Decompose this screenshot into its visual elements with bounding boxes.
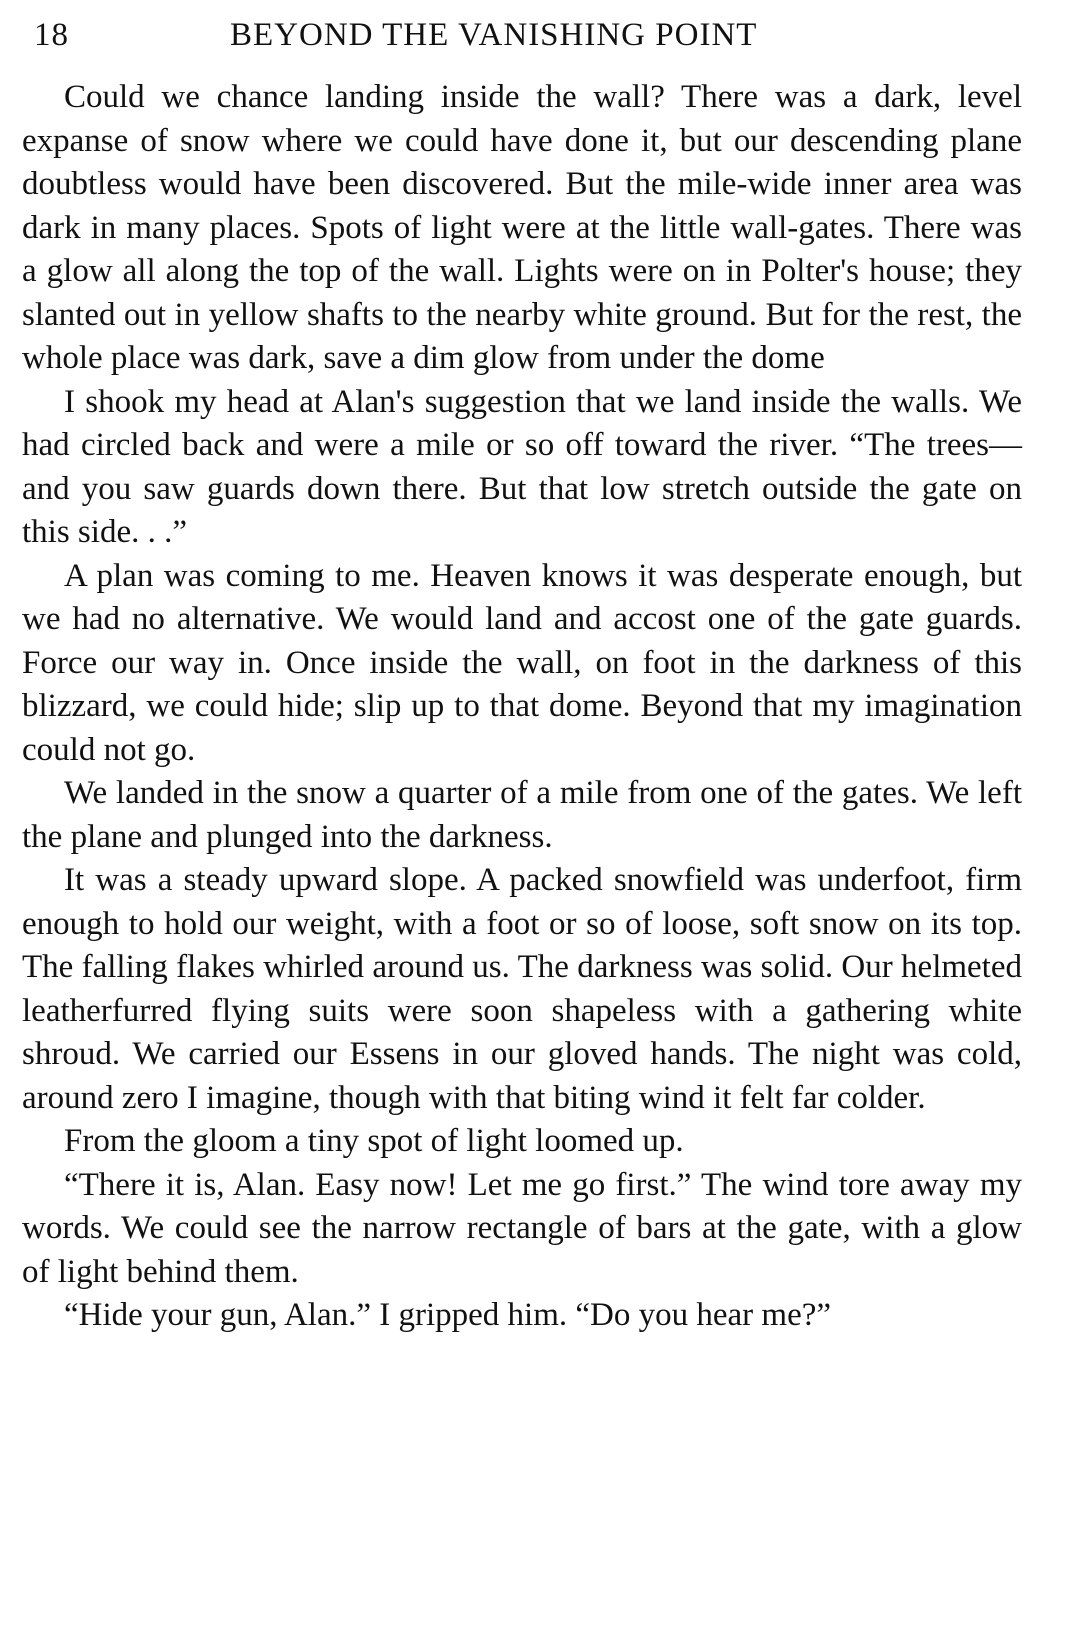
paragraph-there-it-is: “There it is, Alan. Easy now! Let me go first.” The wind tore away my words. We could see the narrow rectangle of bars at the gate, with a glow of light behind them. [22,1166,1022,1290]
page-number: 18 [34,17,69,53]
paragraph-landed: We landed in the snow a quarter of a mile from one of the gates. We left the plane and plunged into the darkness. [22,775,1022,855]
paragraph-plan: A plan was coming to me. Heaven knows it was desperate enough, but we had no alternative. We would land and accost one of the gate guards. Force our way in. Once inside the wall, on foot in the darkness of this blizzard, we could hide; slip up to that dome. Beyond that my imagination could not go. [22,557,1022,768]
paragraph-circled-back: I shook my head at Alan's suggestion that we land inside the walls. We had circled back and were a mile or so off toward the river. “The trees—and you saw guards down there. But that low stretch outside the gate on this side. . .” [22,383,1022,550]
paragraph-spot-of-light: From the gloom a tiny spot of light loomed up. [64,1123,684,1159]
body-text [22,76,1022,1338]
book-title: BEYOND THE VANISHING POINT [230,17,758,53]
running-head [22,14,1022,58]
book-page [22,14,1022,1624]
paragraph-upward-slope: It was a steady upward slope. A packed snowfield was underfoot, firm enough to hold our weight, with a foot or so of loose, soft snow on its top. The falling flakes whirled around us. The darkness was solid. Our helmeted leatherfurred flying suits were soon shapeless with a gathering white shroud. We carried our Essens in our gloved hands. The night was cold, around zero I imagine, though with that biting wind it felt far colder. [22,862,1022,1116]
paragraph-hide-gun: “Hide your gun, Alan.” I gripped him. “Do you hear me?” [64,1297,832,1333]
paragraph-landing-question: Could we chance landing inside the wall? There was a dark, level expanse of snow where we could have done it, but our descending plane doubtless would have been discovered. But the mile-wide inner area was dark in many places. Spots of light were at the little wall-gates. There was a glow all along the top of the wall. Lights were on in Polter's house; they slanted out in yellow shafts to the nearby white ground. But for the rest, the whole place was dark, save a dim glow from under the dome [22,79,1022,376]
